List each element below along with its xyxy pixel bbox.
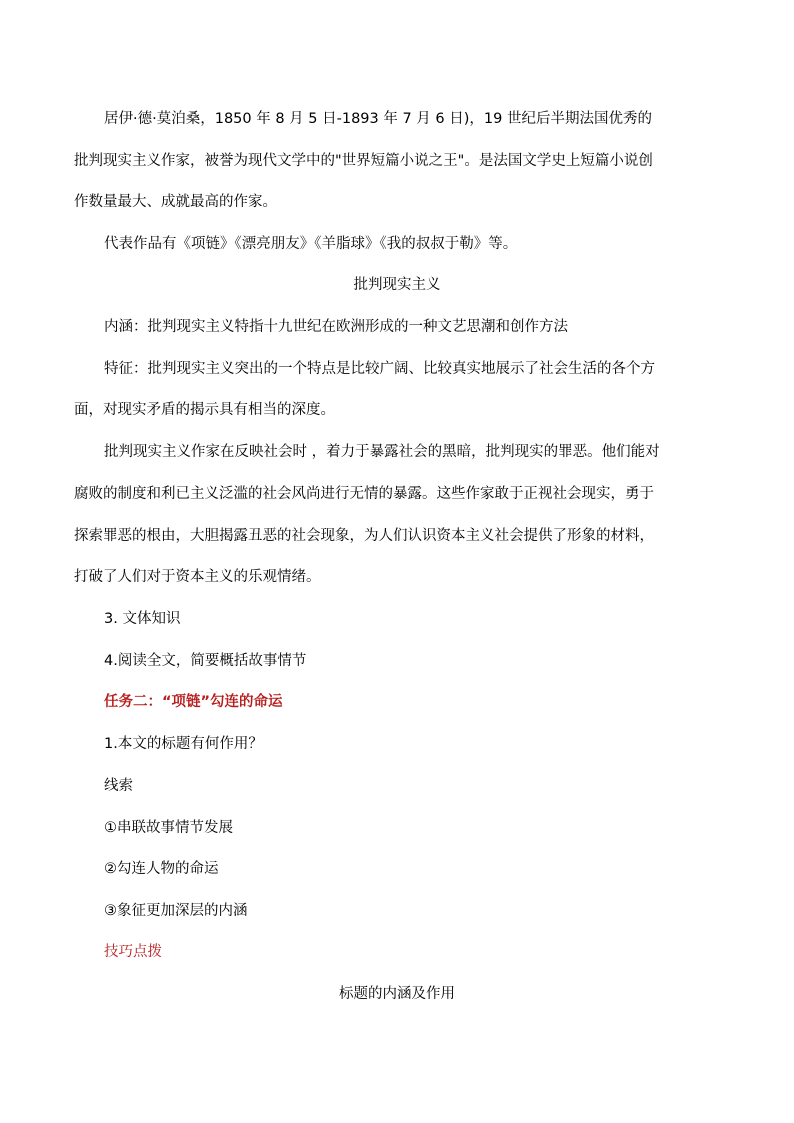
realism-features-line-1: 特征：批判现实主义突出的一个特点是比较广阔、比较真实地展示了社会生活的各个方: [104, 361, 655, 377]
realism-writers-line-2: 腐败的制度和利已主义泛滥的社会风尚进行无情的暴露。这些作家敢于正视社会现实，勇于: [74, 486, 654, 502]
title-function-question: 1.本文的标题有何作用？: [104, 736, 263, 752]
realism-connotation: 内涵：批判现实主义特指十九世纪在欧洲形成的一种文艺思潮和创作方法: [104, 319, 568, 335]
realism-writers-line-3: 探索罪恶的根由，大胆揭露丑恶的社会现象，为人们认识资本主义社会提供了形象的材料，: [74, 528, 654, 544]
author-intro-line-1: 居伊·德·莫泊桑，1850 年 8 月 5 日-1893 年 7 月 6 日)，19 世纪后半期法国优秀的: [104, 111, 652, 127]
technique-tip-label: 技巧点拨: [104, 944, 162, 960]
realism-writers-line-1: 批判现实主义作家在反映社会时 ，着力于暴露社会的黑暗，批判现实的罪恶。他们能对: [104, 444, 660, 460]
clue-label: 线索: [104, 778, 133, 794]
plot-summary-item: 4.阅读全文，简要概括故事情节: [104, 653, 307, 669]
task-two-heading: 任务二：“项链”勾连的命运: [104, 694, 283, 710]
author-intro-line-3: 作数量最大、成就最高的作家。: [74, 194, 277, 210]
title-meaning-heading: 标题的内涵及作用: [339, 986, 455, 1002]
realism-writers-line-4: 打破了人们对于资本主义的乐观情绪。: [74, 569, 321, 585]
point-item-3: ③象征更加深层的内涵: [104, 903, 248, 919]
representative-works: 代表作品有《项链》《漂亮朋友》《羊脂球》《我的叔叔于勒》等。: [104, 236, 518, 252]
point-item-2: ②勾连人物的命运: [104, 861, 219, 877]
genre-knowledge-item: 3. 文体知识: [104, 611, 181, 627]
author-intro-line-2: 批判现实主义作家，被誉为现代文学中的"世界短篇小说之王"。是法国文学史上短篇小说创: [74, 153, 653, 169]
realism-features-line-2: 面，对现实矛盾的揭示具有相当的深度。: [74, 402, 335, 418]
realism-section-title: 批判现实主义: [353, 277, 441, 293]
point-item-1: ①串联故事情节发展: [104, 820, 233, 836]
